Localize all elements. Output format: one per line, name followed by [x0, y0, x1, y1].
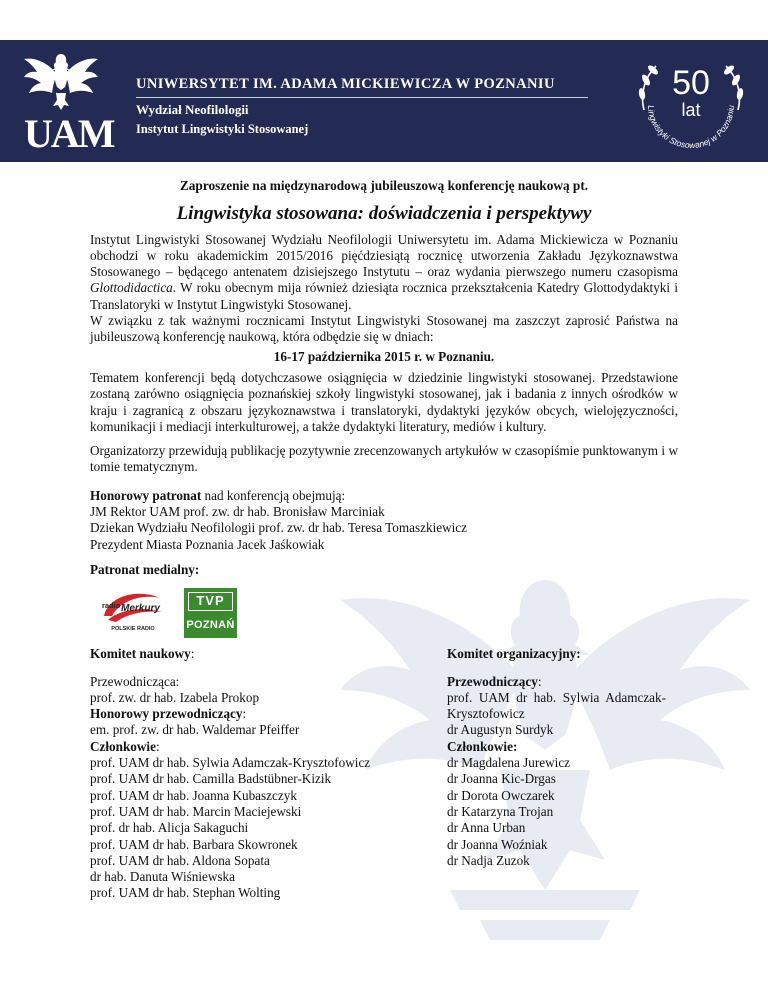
topics-paragraph: Tematem konferencji będą dotychczasowe osiągnięcia w dziedzinie lingwistyki stosowanej. Przedstawione zostaną zarówno osiągnięcia poznańskiej szkoły lingwistyki stosowanej, jak i badania z innych ośrodków w kraju i zagranicą z obszaru językoznawstwa i translatoryki, dydaktyki języków obcych, wielojęzyczności, komunikacji i mediacji interkulturowej, a także dydaktyki literatury, mediów i kultury.	[90, 369, 678, 434]
org-member-item: dr Joanna Woźniak	[447, 836, 548, 852]
org-chair-name-cont: Krysztofowicz	[447, 706, 525, 722]
anniversary-arc-text: Lingwistyki Stosowanej w Poznaniu	[645, 104, 737, 151]
org-chair-name: prof. UAM dr hab. Sylwia Adamczak-	[447, 689, 667, 705]
org-members-label: Członkowie:	[447, 738, 518, 754]
university-name: UNIWERSYTET IM. ADAMA MICKIEWICZA W POZNANIU	[136, 76, 555, 92]
honorary-chair-name: em. prof. zw. dr hab. Waldemar Pfeiffer	[90, 722, 300, 738]
anniversary-50-badge	[626, 50, 756, 160]
header-banner	[0, 40, 768, 162]
member-item: prof. UAM dr hab. Camilla Badstübner-Kizik	[90, 771, 332, 787]
member-item: prof. UAM dr hab. Joanna Kubaszczyk	[90, 787, 297, 803]
anniversary-number: 50	[672, 64, 710, 102]
honorary-chair-label: Honorowy przewodniczący	[90, 706, 243, 722]
patron-item: Dziekan Wydziału Neofilologii prof. zw. dr hab. Teresa Tomaszkiewicz	[90, 520, 467, 536]
honorary-patronage	[90, 488, 678, 553]
scientific-committee-heading: Komitet naukowy	[90, 646, 191, 662]
member-item: dr hab. Danuta Wiśniewska	[90, 869, 235, 885]
conference-date: 16-17 października 2015 r. w Poznaniu.	[273, 348, 495, 364]
org-chair-label: Przewodniczący	[447, 673, 538, 689]
organizing-committee: Komitet organizacyjny: Przewodniczący: prof. UAM dr hab. Sylwia Adamczak- Krysztofowicz dr Augustyn Surdyk Członkowie: dr Magdalena Jurewicz dr Joanna Kic-Drgas dr Dorota Owczarek dr Katarzyna Trojan dr Anna Urban dr Joanna Woźniak dr Nadja Zuzok	[447, 646, 683, 869]
members-label: Członkowie	[90, 738, 156, 754]
patronage-label: Honorowy patronat	[90, 487, 202, 503]
member-item: prof. UAM dr hab. Stephan Wolting	[90, 885, 281, 901]
member-item: prof. dr hab. Alicja Sakaguchi	[90, 820, 249, 836]
org-chair-extra: dr Augustyn Surdyk	[447, 722, 554, 738]
faculty-name: Wydział Neofilologii	[136, 102, 249, 117]
document-body	[90, 178, 678, 901]
date-text: 16-17 października 2015 r. w Poznaniu	[273, 348, 491, 364]
radio-word: radio	[102, 601, 121, 611]
org-member-item: dr Joanna Kic-Drgas	[447, 771, 556, 787]
media-patronage-label: Patronat medialny:	[90, 561, 200, 577]
member-item: prof. UAM dr hab. Marcin Maciejewski	[90, 803, 302, 819]
intro-text-1: Instytut Lingwistyki Stosowanej Wydziału Neofilologii Uniwersytetu im. Adama Mickiewicza w Poznaniu obchodzi w roku akademickim 2015/2016 pięćdziesiątą rocznicę utworzenia Zakładu Językoznawstwa Stosowanego – będącego antenatem dzisiejszego Instytutu – oraz wydania pierwszego numeru czasopisma	[90, 231, 678, 280]
invitation-heading: Zaproszenie na międzynarodową jubileuszową konferencję naukową pt.	[179, 178, 589, 193]
journal-name: Glottodidactica	[90, 280, 173, 296]
member-item: prof. UAM dr hab. Barbara Skowronek	[90, 836, 298, 852]
patron-item: Prezydent Miasta Poznania Jacek Jaśkowiak	[90, 536, 325, 552]
eagle-emblem-icon	[22, 50, 100, 112]
scientific-committee: Komitet naukowy: Przewodnicząca: prof. zw. dr hab. Izabela Prokop Honorowy przewodniczący: em. prof. zw. dr hab. Waldemar Pfeiffer Członkowie: prof. UAM dr hab. Sylwia Adamczak-Krysztofowicz prof. UAM dr hab. Camilla Badstübner-Kizik prof. UAM dr hab. Joanna Kubaszczyk prof. UAM dr hab. Marcin Maciejewski prof. dr hab. Alicja Sakaguchi prof. UAM dr hab. Barbara Skowronek prof. UAM dr hab. Aldona Sopata dr hab. Danuta Wiśniewska prof. UAM dr hab. Stephan Wolting	[90, 646, 440, 901]
media-logos	[90, 582, 678, 640]
conference-title: Lingwistyka stosowana: doświadczenia i perspektywy	[176, 203, 592, 225]
tvp-text: TVP	[188, 592, 233, 611]
radio-merkury-logo	[98, 586, 168, 632]
institute-name: Instytut Lingwistyki Stosowanej	[136, 122, 309, 136]
intro-text-2: . W roku obecnym mija również dziesiąta rocznica przekształcenia Katedry Glottodydaktyki i Translatoryki w Instytut Lingwistyki Stosowanej.	[90, 280, 678, 312]
patron-item: JM Rektor UAM prof. zw. dr hab. Bronisław Marciniak	[90, 504, 385, 520]
publication-paragraph: Organizatorzy przewidują publikację pozytywnie zrecenzowanych artykułów w czasopiśmie punktowanym i w tomie tematycznym.	[90, 443, 678, 475]
org-member-item: dr Dorota Owczarek	[447, 787, 555, 803]
uam-logo: UAM	[24, 111, 114, 156]
chair-name: prof. zw. dr hab. Izabela Prokop	[90, 689, 260, 705]
organizing-committee-heading: Komitet organizacyjny:	[447, 646, 581, 662]
merkury-word: Merkury	[121, 603, 160, 615]
org-member-item: dr Katarzyna Trojan	[447, 803, 554, 819]
header-divider	[136, 97, 588, 98]
org-member-item: dr Anna Urban	[447, 820, 526, 836]
org-member-item: dr Magdalena Jurewicz	[447, 755, 571, 771]
anniversary-word: lat	[681, 100, 701, 120]
member-item: prof. UAM dr hab. Sylwia Adamczak-Krysztofowicz	[90, 755, 371, 771]
intro-paragraph	[90, 232, 678, 313]
member-item: prof. UAM dr hab. Aldona Sopata	[90, 852, 270, 868]
org-member-item: dr Nadja Zuzok	[447, 852, 530, 868]
poznan-text: POZNAŃ	[186, 619, 235, 632]
patronage-rest: nad konferencją obejmują:	[201, 487, 346, 503]
chair-label: Przewodnicząca	[90, 673, 176, 689]
tvp-poznan-logo	[184, 588, 237, 638]
polskie-radio-caption: POLSKIE RADIO	[111, 626, 155, 633]
invitation-paragraph: W związku z tak ważnymi rocznicami Instytut Lingwistyki Stosowanej ma zaszczyt zaprosić Państwa na jubileuszową konferencję naukową, która odbędzie się w dniach:	[90, 313, 678, 345]
